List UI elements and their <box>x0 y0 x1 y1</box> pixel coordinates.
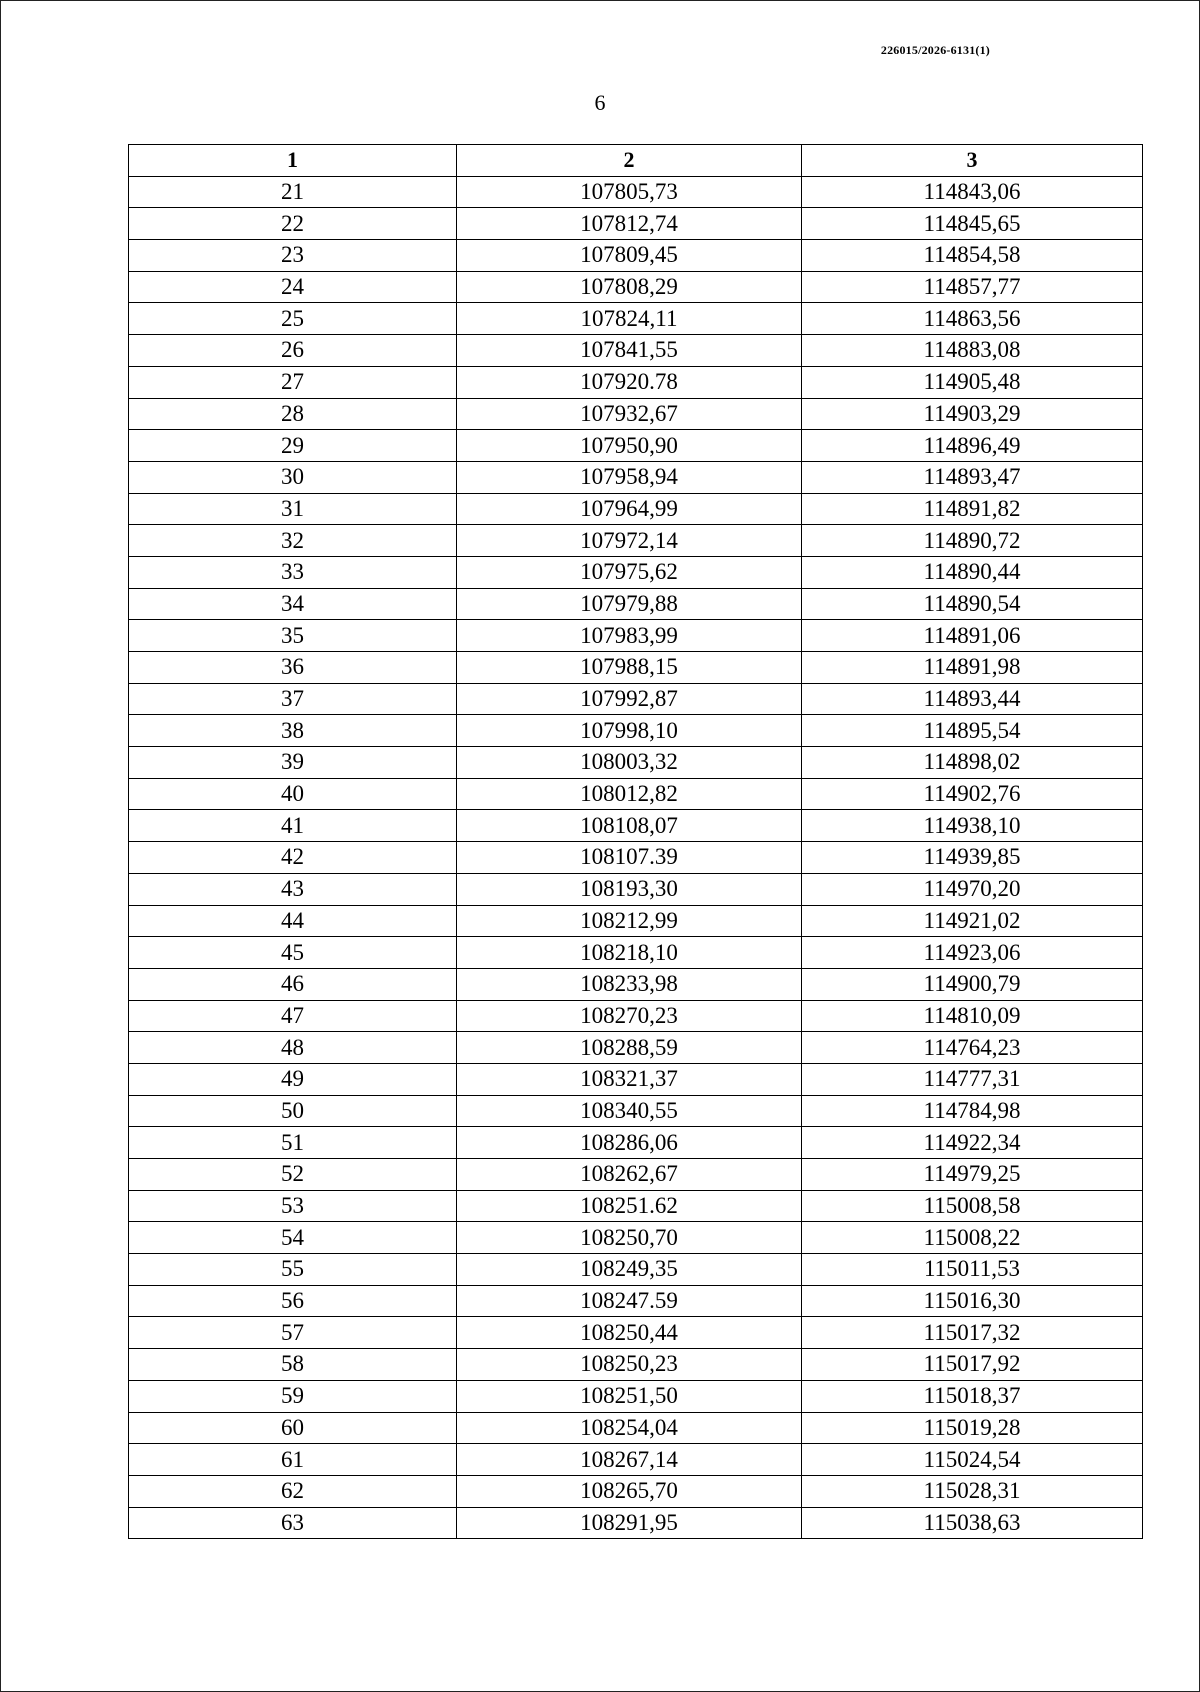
y-coordinate-cell: 115008,58 <box>802 1190 1143 1222</box>
table-row <box>129 556 1143 588</box>
y-coordinate-cell: 114939,85 <box>802 842 1143 874</box>
table-row <box>129 683 1143 715</box>
x-coordinate-cell: 108267,14 <box>457 1444 802 1476</box>
y-coordinate-cell: 114845,65 <box>802 208 1143 240</box>
point-number-cell: 57 <box>129 1317 457 1349</box>
table-row <box>129 652 1143 684</box>
x-coordinate-cell: 107972,14 <box>457 525 802 557</box>
y-coordinate-cell: 114893,44 <box>802 683 1143 715</box>
table-row <box>129 366 1143 398</box>
y-coordinate-cell: 115024,54 <box>802 1444 1143 1476</box>
table-row <box>129 176 1143 208</box>
point-number-cell: 54 <box>129 1222 457 1254</box>
y-coordinate-cell: 114938,10 <box>802 810 1143 842</box>
table-row <box>129 335 1143 367</box>
table-row <box>129 620 1143 652</box>
y-coordinate-cell: 114900,79 <box>802 968 1143 1000</box>
y-coordinate-cell: 114891,98 <box>802 652 1143 684</box>
y-coordinate-cell: 114922,34 <box>802 1127 1143 1159</box>
table-row <box>129 1317 1143 1349</box>
table-row <box>129 1254 1143 1286</box>
table-row <box>129 968 1143 1000</box>
table-row <box>129 1000 1143 1032</box>
x-coordinate-cell: 108340,55 <box>457 1095 802 1127</box>
point-number-cell: 44 <box>129 905 457 937</box>
x-coordinate-cell: 108321,37 <box>457 1063 802 1095</box>
table-header-row <box>129 145 1143 177</box>
y-coordinate-cell: 114890,54 <box>802 588 1143 620</box>
point-number-cell: 23 <box>129 240 457 272</box>
x-coordinate-cell: 108288,59 <box>457 1032 802 1064</box>
y-coordinate-cell: 114891,06 <box>802 620 1143 652</box>
table-row <box>129 1475 1143 1507</box>
y-coordinate-cell: 114883,08 <box>802 335 1143 367</box>
table-row <box>129 1190 1143 1222</box>
y-coordinate-cell: 115017,32 <box>802 1317 1143 1349</box>
y-coordinate-cell: 114843,06 <box>802 176 1143 208</box>
point-number-cell: 34 <box>129 588 457 620</box>
point-number-cell: 58 <box>129 1349 457 1381</box>
column-header-1: 1 <box>129 145 457 177</box>
point-number-cell: 50 <box>129 1095 457 1127</box>
table-row <box>129 525 1143 557</box>
y-coordinate-cell: 114893,47 <box>802 461 1143 493</box>
x-coordinate-cell: 108254,04 <box>457 1412 802 1444</box>
point-number-cell: 43 <box>129 873 457 905</box>
table-row <box>129 1127 1143 1159</box>
y-coordinate-cell: 114895,54 <box>802 715 1143 747</box>
point-number-cell: 26 <box>129 335 457 367</box>
table-row <box>129 271 1143 303</box>
point-number-cell: 21 <box>129 176 457 208</box>
table-row <box>129 1032 1143 1064</box>
y-coordinate-cell: 115011,53 <box>802 1254 1143 1286</box>
table-row <box>129 778 1143 810</box>
x-coordinate-cell: 107812,74 <box>457 208 802 240</box>
point-number-cell: 53 <box>129 1190 457 1222</box>
point-number-cell: 62 <box>129 1475 457 1507</box>
point-number-cell: 27 <box>129 366 457 398</box>
x-coordinate-cell: 108218,10 <box>457 937 802 969</box>
x-coordinate-cell: 108108,07 <box>457 810 802 842</box>
point-number-cell: 40 <box>129 778 457 810</box>
table-row <box>129 493 1143 525</box>
x-coordinate-cell: 108251.62 <box>457 1190 802 1222</box>
table-body <box>129 176 1143 1539</box>
y-coordinate-cell: 114923,06 <box>802 937 1143 969</box>
table-row <box>129 208 1143 240</box>
table-row <box>129 461 1143 493</box>
x-coordinate-cell: 108212,99 <box>457 905 802 937</box>
y-coordinate-cell: 115019,28 <box>802 1412 1143 1444</box>
point-number-cell: 35 <box>129 620 457 652</box>
column-header-2: 2 <box>457 145 802 177</box>
table-row <box>129 873 1143 905</box>
y-coordinate-cell: 114898,02 <box>802 747 1143 779</box>
y-coordinate-cell: 114979,25 <box>802 1159 1143 1191</box>
x-coordinate-cell: 107805,73 <box>457 176 802 208</box>
x-coordinate-cell: 107841,55 <box>457 335 802 367</box>
x-coordinate-cell: 108265,70 <box>457 1475 802 1507</box>
point-number-cell: 60 <box>129 1412 457 1444</box>
point-number-cell: 48 <box>129 1032 457 1064</box>
table-row <box>129 1095 1143 1127</box>
x-coordinate-cell: 108291,95 <box>457 1507 802 1539</box>
x-coordinate-cell: 107979,88 <box>457 588 802 620</box>
x-coordinate-cell: 107932,67 <box>457 398 802 430</box>
point-number-cell: 29 <box>129 430 457 462</box>
y-coordinate-cell: 115017,92 <box>802 1349 1143 1381</box>
y-coordinate-cell: 114890,44 <box>802 556 1143 588</box>
y-coordinate-cell: 114857,77 <box>802 271 1143 303</box>
x-coordinate-cell: 108270,23 <box>457 1000 802 1032</box>
x-coordinate-cell: 108249,35 <box>457 1254 802 1286</box>
point-number-cell: 30 <box>129 461 457 493</box>
table-row <box>129 1159 1143 1191</box>
y-coordinate-cell: 114854,58 <box>802 240 1143 272</box>
table-row <box>129 937 1143 969</box>
point-number-cell: 56 <box>129 1285 457 1317</box>
x-coordinate-cell: 108286,06 <box>457 1127 802 1159</box>
table-row <box>129 588 1143 620</box>
table-row <box>129 715 1143 747</box>
x-coordinate-cell: 107983,99 <box>457 620 802 652</box>
x-coordinate-cell: 108003,32 <box>457 747 802 779</box>
point-number-cell: 33 <box>129 556 457 588</box>
x-coordinate-cell: 108247.59 <box>457 1285 802 1317</box>
y-coordinate-cell: 115016,30 <box>802 1285 1143 1317</box>
x-coordinate-cell: 107920.78 <box>457 366 802 398</box>
point-number-cell: 47 <box>129 1000 457 1032</box>
x-coordinate-cell: 107950,90 <box>457 430 802 462</box>
point-number-cell: 31 <box>129 493 457 525</box>
x-coordinate-cell: 108193,30 <box>457 873 802 905</box>
x-coordinate-cell: 108251,50 <box>457 1380 802 1412</box>
table-row <box>129 1412 1143 1444</box>
page-number: 6 <box>594 90 606 115</box>
x-coordinate-cell: 108250,44 <box>457 1317 802 1349</box>
x-coordinate-cell: 108233,98 <box>457 968 802 1000</box>
point-number-cell: 59 <box>129 1380 457 1412</box>
y-coordinate-cell: 114905,48 <box>802 366 1143 398</box>
y-coordinate-cell: 115028,31 <box>802 1475 1143 1507</box>
x-coordinate-cell: 107992,87 <box>457 683 802 715</box>
table-row <box>129 240 1143 272</box>
x-coordinate-cell: 107964,99 <box>457 493 802 525</box>
coordinates-table <box>128 144 1143 1539</box>
y-coordinate-cell: 114970,20 <box>802 873 1143 905</box>
table-row <box>129 1063 1143 1095</box>
x-coordinate-cell: 107824,11 <box>457 303 802 335</box>
y-coordinate-cell: 114902,76 <box>802 778 1143 810</box>
point-number-cell: 52 <box>129 1159 457 1191</box>
table-row <box>129 905 1143 937</box>
point-number-cell: 61 <box>129 1444 457 1476</box>
point-number-cell: 49 <box>129 1063 457 1095</box>
x-coordinate-cell: 108107.39 <box>457 842 802 874</box>
point-number-cell: 39 <box>129 747 457 779</box>
y-coordinate-cell: 114896,49 <box>802 430 1143 462</box>
document-number: 226015/2026-6131(1) <box>880 43 990 57</box>
point-number-cell: 42 <box>129 842 457 874</box>
y-coordinate-cell: 114921,02 <box>802 905 1143 937</box>
point-number-cell: 46 <box>129 968 457 1000</box>
table-row <box>129 398 1143 430</box>
point-number-cell: 51 <box>129 1127 457 1159</box>
table-row <box>129 810 1143 842</box>
x-coordinate-cell: 108250,70 <box>457 1222 802 1254</box>
y-coordinate-cell: 114891,82 <box>802 493 1143 525</box>
y-coordinate-cell: 114903,29 <box>802 398 1143 430</box>
point-number-cell: 55 <box>129 1254 457 1286</box>
x-coordinate-cell: 108012,82 <box>457 778 802 810</box>
table-row <box>129 303 1143 335</box>
y-coordinate-cell: 115038,63 <box>802 1507 1143 1539</box>
y-coordinate-cell: 114784,98 <box>802 1095 1143 1127</box>
point-number-cell: 36 <box>129 652 457 684</box>
column-header-3: 3 <box>802 145 1143 177</box>
table-row <box>129 842 1143 874</box>
y-coordinate-cell: 114777,31 <box>802 1063 1143 1095</box>
y-coordinate-cell: 114810,09 <box>802 1000 1143 1032</box>
x-coordinate-cell: 108262,67 <box>457 1159 802 1191</box>
table-row <box>129 1222 1143 1254</box>
point-number-cell: 38 <box>129 715 457 747</box>
point-number-cell: 37 <box>129 683 457 715</box>
y-coordinate-cell: 115008,22 <box>802 1222 1143 1254</box>
x-coordinate-cell: 107975,62 <box>457 556 802 588</box>
point-number-cell: 32 <box>129 525 457 557</box>
x-coordinate-cell: 107809,45 <box>457 240 802 272</box>
point-number-cell: 28 <box>129 398 457 430</box>
y-coordinate-cell: 114890,72 <box>802 525 1143 557</box>
x-coordinate-cell: 107998,10 <box>457 715 802 747</box>
point-number-cell: 41 <box>129 810 457 842</box>
table-row <box>129 1349 1143 1381</box>
x-coordinate-cell: 108250,23 <box>457 1349 802 1381</box>
point-number-cell: 45 <box>129 937 457 969</box>
table-row <box>129 1507 1143 1539</box>
table-row <box>129 430 1143 462</box>
point-number-cell: 24 <box>129 271 457 303</box>
y-coordinate-cell: 114764,23 <box>802 1032 1143 1064</box>
point-number-cell: 63 <box>129 1507 457 1539</box>
x-coordinate-cell: 107808,29 <box>457 271 802 303</box>
y-coordinate-cell: 114863,56 <box>802 303 1143 335</box>
point-number-cell: 22 <box>129 208 457 240</box>
table-row <box>129 1380 1143 1412</box>
x-coordinate-cell: 107988,15 <box>457 652 802 684</box>
point-number-cell: 25 <box>129 303 457 335</box>
table-row <box>129 1285 1143 1317</box>
x-coordinate-cell: 107958,94 <box>457 461 802 493</box>
table-row <box>129 747 1143 779</box>
y-coordinate-cell: 115018,37 <box>802 1380 1143 1412</box>
table-row <box>129 1444 1143 1476</box>
